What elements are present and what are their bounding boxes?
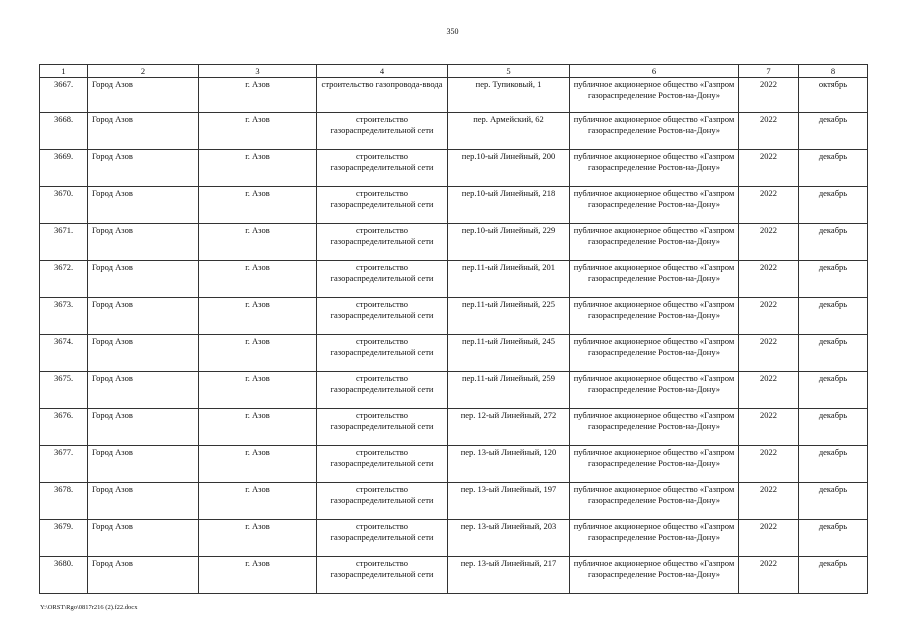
address-cell: пер. Армейский, 62 [448,113,570,150]
municipality-cell: Город Азов [88,409,199,446]
municipality-cell: Город Азов [88,446,199,483]
address-cell: пер.10-ый Линейный, 200 [448,150,570,187]
header-cell: 7 [739,65,799,78]
row-number-cell: 3672. [40,261,88,298]
municipality-cell: Город Азов [88,224,199,261]
address-cell: пер.11-ый Линейный, 201 [448,261,570,298]
footer-file-path: Y:\ORST\Rgo\0817r216 (2).f22.docx [40,604,138,611]
organization-cell: публичное акционерное общество «Газпром газораспределение Ростов-на-Дону» [570,78,739,113]
row-number-cell: 3668. [40,113,88,150]
work-type-cell: строительство газораспределительной сети [317,261,448,298]
month-cell: декабрь [799,261,868,298]
year-cell: 2022 [739,261,799,298]
work-type-cell: строительство газораспределительной сети [317,298,448,335]
page-number: 350 [446,27,459,36]
organization-cell: публичное акционерное общество «Газпром газораспределение Ростов-на-Дону» [570,335,739,372]
year-cell: 2022 [739,187,799,224]
month-cell: декабрь [799,372,868,409]
address-cell: пер. 12-ый Линейный, 272 [448,409,570,446]
header-cell: 4 [317,65,448,78]
municipality-cell: Город Азов [88,335,199,372]
organization-cell: публичное акционерное общество «Газпром газораспределение Ростов-на-Дону» [570,224,739,261]
row-number-cell: 3673. [40,298,88,335]
settlement-cell: г. Азов [199,483,317,520]
address-cell: пер. Тупиковый, 1 [448,78,570,113]
year-cell: 2022 [739,335,799,372]
address-cell: пер.11-ый Линейный, 259 [448,372,570,409]
month-cell: декабрь [799,113,868,150]
settlement-cell: г. Азов [199,150,317,187]
organization-cell: публичное акционерное общество «Газпром газораспределение Ростов-на-Дону» [570,520,739,557]
organization-cell: публичное акционерное общество «Газпром газораспределение Ростов-на-Дону» [570,261,739,298]
row-number-cell: 3674. [40,335,88,372]
year-cell: 2022 [739,446,799,483]
organization-cell: публичное акционерное общество «Газпром газораспределение Ростов-на-Дону» [570,409,739,446]
work-type-cell: строительство газораспределительной сети [317,483,448,520]
row-number-cell: 3669. [40,150,88,187]
work-type-cell: строительство газораспределительной сети [317,113,448,150]
settlement-cell: г. Азов [199,409,317,446]
work-type-cell: строительство газораспределительной сети [317,335,448,372]
month-cell: декабрь [799,483,868,520]
row-number-cell: 3677. [40,446,88,483]
table-body [40,78,868,594]
organization-cell: публичное акционерное общество «Газпром газораспределение Ростов-на-Дону» [570,446,739,483]
municipality-cell: Город Азов [88,483,199,520]
work-type-cell: строительство газораспределительной сети [317,409,448,446]
settlement-cell: г. Азов [199,298,317,335]
row-number-cell: 3667. [40,78,88,113]
municipality-cell: Город Азов [88,298,199,335]
table-row [40,187,868,224]
table-row [40,483,868,520]
address-cell: пер. 13-ый Линейный, 120 [448,446,570,483]
table-header-row [40,65,868,78]
header-cell: 5 [448,65,570,78]
table-row [40,261,868,298]
objects-table [39,64,868,594]
municipality-cell: Город Азов [88,113,199,150]
settlement-cell: г. Азов [199,335,317,372]
table-row [40,298,868,335]
year-cell: 2022 [739,520,799,557]
settlement-cell: г. Азов [199,261,317,298]
table-row [40,78,868,113]
month-cell: декабрь [799,187,868,224]
year-cell: 2022 [739,150,799,187]
year-cell: 2022 [739,372,799,409]
settlement-cell: г. Азов [199,187,317,224]
organization-cell: публичное акционерное общество «Газпром газораспределение Ростов-на-Дону» [570,187,739,224]
year-cell: 2022 [739,483,799,520]
month-cell: декабрь [799,520,868,557]
settlement-cell: г. Азов [199,78,317,113]
header-cell: 8 [799,65,868,78]
work-type-cell: строительство газораспределительной сети [317,150,448,187]
row-number-cell: 3679. [40,520,88,557]
address-cell: пер.10-ый Линейный, 229 [448,224,570,261]
address-cell: пер.10-ый Линейный, 218 [448,187,570,224]
work-type-cell: строительство газораспределительной сети [317,520,448,557]
address-cell: пер. 13-ый Линейный, 217 [448,557,570,594]
organization-cell: публичное акционерное общество «Газпром газораспределение Ростов-на-Дону» [570,483,739,520]
table-row [40,409,868,446]
row-number-cell: 3676. [40,409,88,446]
organization-cell: публичное акционерное общество «Газпром газораспределение Ростов-на-Дону» [570,298,739,335]
year-cell: 2022 [739,557,799,594]
month-cell: декабрь [799,150,868,187]
settlement-cell: г. Азов [199,372,317,409]
table-row [40,150,868,187]
municipality-cell: Город Азов [88,261,199,298]
year-cell: 2022 [739,78,799,113]
table-row [40,557,868,594]
organization-cell: публичное акционерное общество «Газпром газораспределение Ростов-на-Дону» [570,557,739,594]
header-cell: 2 [88,65,199,78]
organization-cell: публичное акционерное общество «Газпром газораспределение Ростов-на-Дону» [570,372,739,409]
address-cell: пер. 13-ый Линейный, 203 [448,520,570,557]
table-row [40,224,868,261]
year-cell: 2022 [739,409,799,446]
municipality-cell: Город Азов [88,557,199,594]
municipality-cell: Город Азов [88,520,199,557]
month-cell: декабрь [799,224,868,261]
row-number-cell: 3675. [40,372,88,409]
settlement-cell: г. Азов [199,520,317,557]
address-cell: пер.11-ый Линейный, 245 [448,335,570,372]
municipality-cell: Город Азов [88,78,199,113]
table-row [40,335,868,372]
settlement-cell: г. Азов [199,557,317,594]
work-type-cell: строительство газораспределительной сети [317,372,448,409]
row-number-cell: 3678. [40,483,88,520]
row-number-cell: 3670. [40,187,88,224]
address-cell: пер.11-ый Линейный, 225 [448,298,570,335]
table-row [40,446,868,483]
month-cell: декабрь [799,557,868,594]
work-type-cell: строительство газораспределительной сети [317,557,448,594]
work-type-cell: строительство газопровода-ввода [317,78,448,113]
year-cell: 2022 [739,113,799,150]
row-number-cell: 3671. [40,224,88,261]
municipality-cell: Город Азов [88,187,199,224]
row-number-cell: 3680. [40,557,88,594]
month-cell: декабрь [799,298,868,335]
year-cell: 2022 [739,224,799,261]
month-cell: декабрь [799,335,868,372]
settlement-cell: г. Азов [199,224,317,261]
header-cell: 3 [199,65,317,78]
organization-cell: публичное акционерное общество «Газпром газораспределение Ростов-на-Дону» [570,150,739,187]
municipality-cell: Город Азов [88,150,199,187]
settlement-cell: г. Азов [199,446,317,483]
work-type-cell: строительство газораспределительной сети [317,224,448,261]
organization-cell: публичное акционерное общество «Газпром газораспределение Ростов-на-Дону» [570,113,739,150]
month-cell: декабрь [799,446,868,483]
month-cell: октябрь [799,78,868,113]
month-cell: декабрь [799,409,868,446]
table-row [40,520,868,557]
year-cell: 2022 [739,298,799,335]
work-type-cell: строительство газораспределительной сети [317,446,448,483]
work-type-cell: строительство газораспределительной сети [317,187,448,224]
address-cell: пер. 13-ый Линейный, 197 [448,483,570,520]
header-cell: 1 [40,65,88,78]
settlement-cell: г. Азов [199,113,317,150]
table-row [40,113,868,150]
municipality-cell: Город Азов [88,372,199,409]
header-cell: 6 [570,65,739,78]
table-row [40,372,868,409]
